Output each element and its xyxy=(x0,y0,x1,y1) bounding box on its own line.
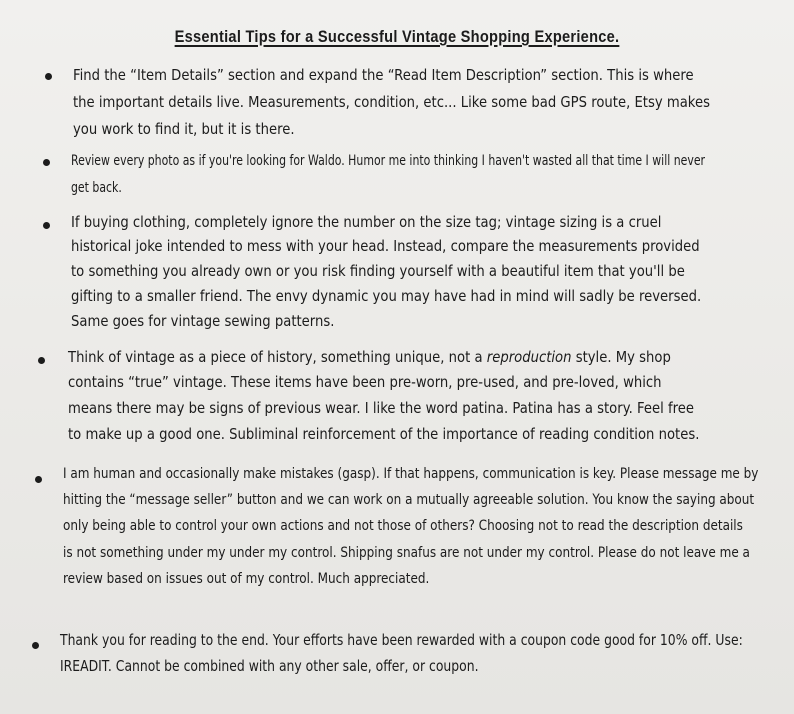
bullet-1-line-2: the important details live. Measurements, condition, etc... Like some bad GPS route, Etsy makes xyxy=(73,93,710,111)
bullet-6-line-1: Thank you for reading to the end. Your efforts have been rewarded with a coupon code good for 10% off. Use: xyxy=(60,631,743,649)
reproduction-emphasis: reproduction xyxy=(486,348,572,366)
bullet-6-line-2: IREADIT. Cannot be combined with any other sale, offer, or coupon. xyxy=(60,657,479,675)
bullet-4-line-3: means there may be signs of previous wear. I like the word patina. Patina has a story. Feel free xyxy=(68,399,695,417)
bullet-5-line-4: is not something under my under my control. Shipping snafus are not under my control. Please do not leave me a xyxy=(63,545,750,561)
bullet-4-line-2: contains “true” vintage. These items have been pre-worn, pre-used, and pre-loved, which xyxy=(68,373,662,391)
bullet-3-line-1: If buying clothing, completely ignore the number on the size tag; vintage sizing is a cruel xyxy=(71,213,662,231)
bullet-4-line-1-end: style. My shop xyxy=(571,348,671,366)
bullet-2-line-2: get back. xyxy=(71,180,122,196)
bullet-3-line-3: to something you already own or you risk finding yourself with a beautiful item that you'll be xyxy=(71,262,685,280)
page-title-text: Essential Tips for a Successful Vintage Shopping Experience. xyxy=(174,27,620,46)
bullet-1-line-1: Find the “Item Details” section and expand the “Read Item Description” section. This is where xyxy=(73,66,694,84)
bullet-3-line-4: gifting to a smaller friend. The envy dynamic you may have had in mind will sadly be reversed. xyxy=(71,287,702,305)
bullet-icon xyxy=(35,476,42,483)
bullet-3-line-5: Same goes for vintage sewing patterns. xyxy=(71,312,335,330)
bullet-4-line-1-start: Think of vintage as a piece of history, something unique, not a xyxy=(68,348,487,366)
bullet-icon xyxy=(45,73,52,80)
bullet-1-line-3: you work to find it, but it is there. xyxy=(73,120,295,138)
bullet-icon xyxy=(43,222,50,229)
bullet-icon xyxy=(43,159,50,166)
bullet-5-line-1: I am human and occasionally make mistakes (gasp). If that happens, communication is key. Please message me by xyxy=(63,466,759,482)
bullet-5-line-5: review based on issues out of my control. Much appreciated. xyxy=(63,571,430,587)
bullet-icon xyxy=(32,642,39,649)
bullet-5-line-3: only being able to control your own actions and not those of others? Choosing not to read the description details xyxy=(63,518,743,534)
page-title xyxy=(56,27,739,47)
bullet-2-line-1: Review every photo as if you're looking for Waldo. Humor me into thinking I haven't wasted all that time I will never xyxy=(71,153,706,169)
bullet-3-line-2: historical joke intended to mess with your head. Instead, compare the measurements provided xyxy=(71,237,700,255)
bullet-4-line-1 xyxy=(68,348,671,366)
bullet-4-line-4: to make up a good one. Subliminal reinforcement of the importance of reading condition notes. xyxy=(68,425,700,443)
bullet-icon xyxy=(38,357,45,364)
bullet-5-line-2: hitting the “message seller” button and we can work on a mutually agreeable solution. You know the saying about xyxy=(63,492,755,508)
